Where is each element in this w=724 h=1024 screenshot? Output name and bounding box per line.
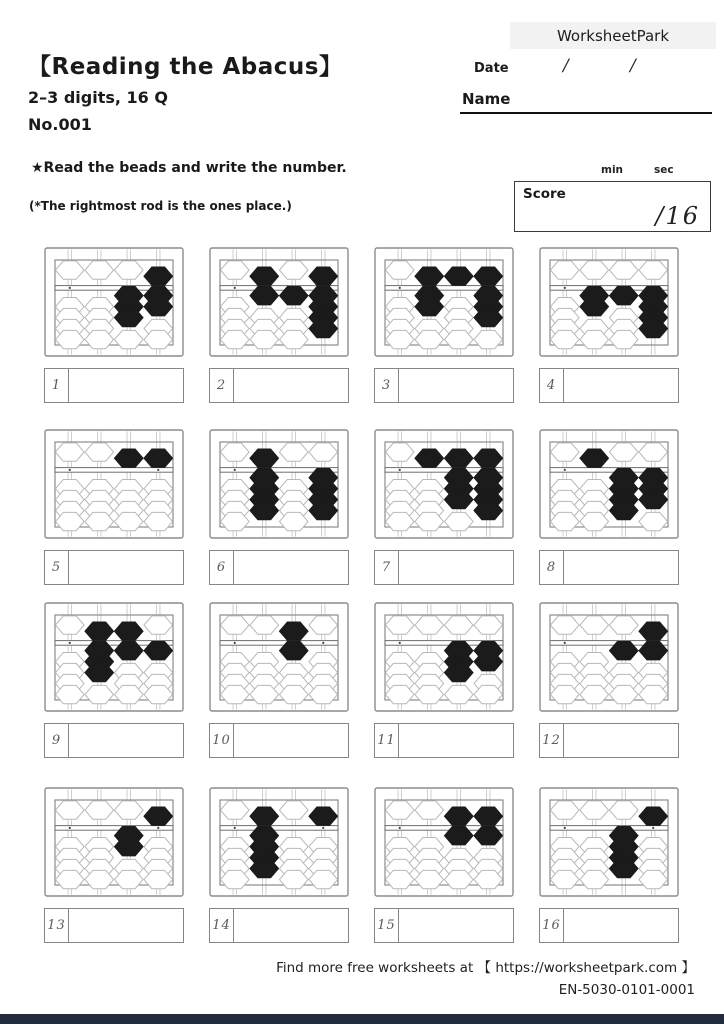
abacus-diagram [539,602,679,712]
question-number: 6 [210,551,234,584]
score-label: Score [523,186,566,202]
question-cell [374,787,514,943]
answer-box[interactable] [209,550,349,585]
question-cell [209,602,349,758]
date-separator-slash: / [563,56,569,76]
answer-blank[interactable] [234,551,348,584]
answer-box[interactable] [539,550,679,585]
instruction-text: ★Read the beads and write the number. [31,160,347,176]
question-number: 4 [540,369,564,402]
answer-box[interactable] [44,723,184,758]
abacus-diagram [209,787,349,897]
answer-blank[interactable] [399,724,513,757]
question-number: 5 [45,551,69,584]
answer-blank[interactable] [234,909,348,942]
abacus-diagram [539,429,679,539]
question-number: 14 [210,909,234,942]
answer-blank[interactable] [564,909,678,942]
question-cell [44,602,184,758]
question-number: 8 [540,551,564,584]
score-total: /16 [655,202,700,230]
abacus-diagram [44,429,184,539]
answer-box[interactable] [209,368,349,403]
question-number: 11 [375,724,399,757]
question-number: 9 [45,724,69,757]
answer-blank[interactable] [234,724,348,757]
answer-blank[interactable] [564,369,678,402]
answer-box[interactable] [44,908,184,943]
note-text: (*The rightmost rod is the ones place.) [29,199,292,213]
answer-blank[interactable] [399,551,513,584]
question-number: 1 [45,369,69,402]
answer-box[interactable] [44,368,184,403]
date-label: Date [474,61,509,76]
brand-label: WorksheetPark [556,26,670,45]
answer-blank[interactable] [399,369,513,402]
abacus-diagram [44,602,184,712]
question-cell [539,602,679,758]
answer-box[interactable] [539,368,679,403]
min-label: min [601,164,624,176]
question-cell [539,787,679,943]
question-number: 2 [210,369,234,402]
abacus-diagram [374,429,514,539]
question-cell [209,247,349,403]
page-subtitle: 2–3 digits, 16 Q [28,88,168,107]
question-cell [374,247,514,403]
answer-blank[interactable] [564,724,678,757]
footer-link-text: Find more free worksheets at 【 https://worksheetpark.com 】 [276,960,695,976]
answer-blank[interactable] [399,909,513,942]
abacus-diagram [44,787,184,897]
abacus-diagram [539,247,679,357]
answer-blank[interactable] [69,724,183,757]
answer-box[interactable] [374,550,514,585]
question-cell [539,429,679,585]
sec-label: sec [654,164,674,176]
answer-box[interactable] [539,723,679,758]
question-number: 10 [210,724,234,757]
question-cell [209,429,349,585]
answer-box[interactable] [374,908,514,943]
question-cell [44,429,184,585]
sheet-number: No.001 [28,115,92,134]
answer-box[interactable] [209,908,349,943]
question-cell [374,429,514,585]
question-number: 3 [375,369,399,402]
abacus-diagram [209,247,349,357]
question-cell [44,787,184,943]
question-cell [209,787,349,943]
footer-sheet-code: EN-5030-0101-0001 [558,982,695,998]
abacus-diagram [539,787,679,897]
question-number: 12 [540,724,564,757]
question-number: 16 [540,909,564,942]
answer-blank[interactable] [69,909,183,942]
bottom-accent-bar [0,1014,724,1024]
abacus-diagram [374,247,514,357]
date-separator-slash: / [630,56,636,76]
question-number: 13 [45,909,69,942]
abacus-diagram [44,247,184,357]
answer-blank[interactable] [234,369,348,402]
question-cell [374,602,514,758]
name-label: Name [462,90,511,108]
answer-box[interactable] [209,723,349,758]
question-cell [539,247,679,403]
question-number: 15 [375,909,399,942]
abacus-diagram [374,602,514,712]
answer-box[interactable] [374,368,514,403]
answer-box[interactable] [539,908,679,943]
answer-box[interactable] [374,723,514,758]
question-number: 7 [375,551,399,584]
answer-blank[interactable] [69,551,183,584]
abacus-diagram [209,429,349,539]
answer-box[interactable] [44,550,184,585]
abacus-diagram [374,787,514,897]
answer-blank[interactable] [69,369,183,402]
abacus-diagram [209,602,349,712]
question-cell [44,247,184,403]
answer-blank[interactable] [564,551,678,584]
page-title: 【Reading the Abacus】 [28,54,343,80]
